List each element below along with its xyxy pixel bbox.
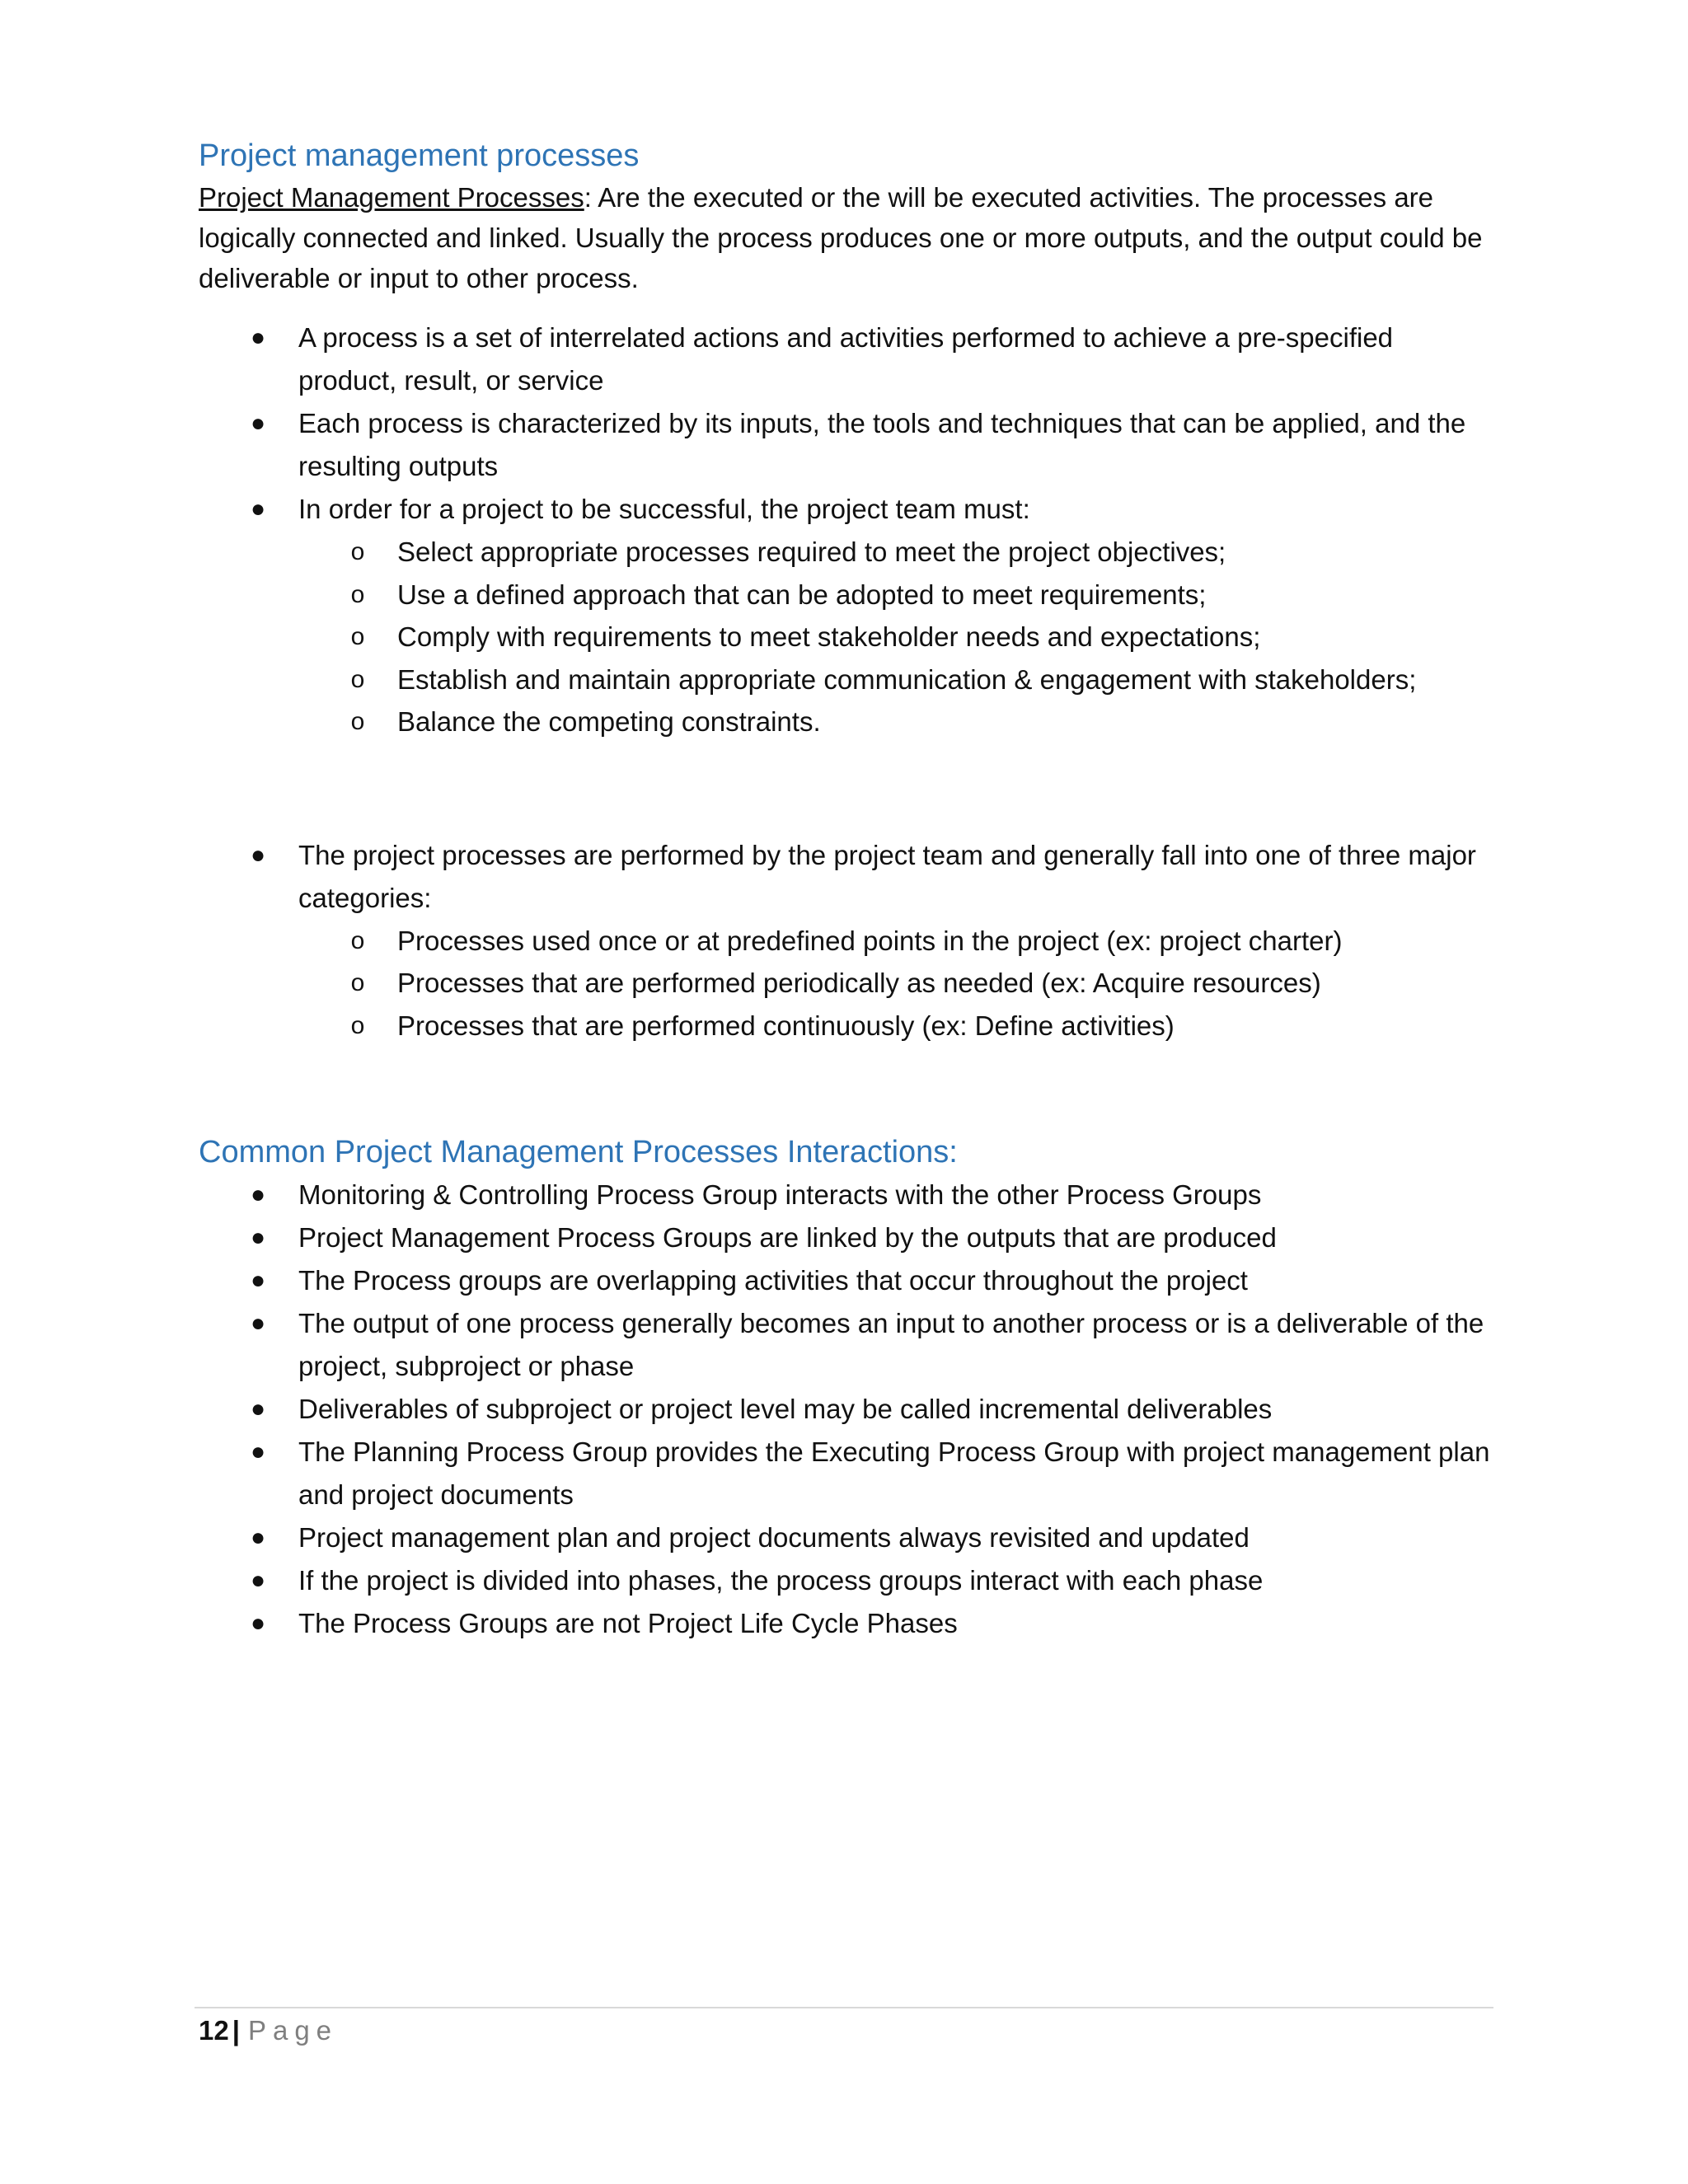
bullet-icon: ●: [250, 1224, 266, 1251]
bullet-icon: ●: [250, 495, 266, 523]
list-item: ● Deliverables of subproject or project level may be called incremental deliverables: [199, 1388, 1493, 1431]
bullet-icon: ●: [250, 1310, 266, 1337]
page-footer: [199, 2013, 338, 2049]
bullet-icon: ●: [250, 1438, 266, 1465]
footer-separator: |: [232, 2015, 240, 2046]
sub-bullet-icon: o: [350, 538, 365, 565]
list-item: ● Monitoring & Controlling Process Group interacts with the other Process Groups: [199, 1174, 1493, 1216]
page-content: [199, 136, 1493, 1645]
list-item: ● The Planning Process Group provides the Executing Process Group with project management plan and project documents: [199, 1431, 1493, 1516]
sub-bullet-icon: o: [350, 1011, 365, 1039]
intro-term: Project Management Processes: [199, 182, 584, 213]
sub-list-item: o Use a defined approach that can be adopted to meet requirements;: [298, 574, 1493, 616]
process-bullet-list: [199, 316, 1493, 743]
sub-list-item: o Processes used once or at predefined points in the project (ex: project charter): [298, 920, 1493, 963]
sub-bullet-icon: o: [350, 623, 365, 650]
success-requirements-list: [298, 531, 1493, 743]
list-item: ● The project processes are performed by the project team and generally fall into one of three major categories: o Processes used once or at predefined points in the project (ex: project charter) o Processes that are performed periodically as needed (ex: Acquire resources) o Processes that are performed continuously (ex: Define activities): [199, 834, 1493, 1047]
list-item: ● The output of one process generally becomes an input to another process or is a deliverable of the project, subproject or phase: [199, 1302, 1493, 1388]
section-heading-processes: Project management processes: [199, 138, 640, 173]
bullet-icon: ●: [250, 1267, 266, 1294]
sub-list-item: o Select appropriate processes required to meet the project objectives;: [298, 531, 1493, 574]
list-item: ● Project management plan and project documents always revisited and updated: [199, 1516, 1493, 1559]
sub-list-item: o Establish and maintain appropriate communication & engagement with stakeholders;: [298, 658, 1493, 701]
bullet-icon: ●: [250, 410, 266, 437]
section-heading-interactions: Common Project Management Processes Interactions:: [199, 1135, 958, 1169]
list-item: ● The Process Groups are not Project Life Cycle Phases: [199, 1602, 1493, 1645]
process-categories-list: [298, 920, 1493, 1047]
sub-bullet-icon: o: [350, 926, 365, 954]
list-item: ● Project Management Process Groups are linked by the outputs that are produced: [199, 1216, 1493, 1259]
sub-bullet-icon: o: [350, 969, 365, 996]
bullet-icon: ●: [250, 1181, 266, 1208]
sub-bullet-icon: o: [350, 708, 365, 735]
interactions-bullet-list: [199, 1174, 1493, 1645]
sub-list-item: o Comply with requirements to meet stakeholder needs and expectations;: [298, 616, 1493, 658]
sub-list-item: o Balance the competing constraints.: [298, 701, 1493, 743]
page-label: Page: [247, 2015, 339, 2046]
intro-paragraph: [199, 177, 1493, 298]
list-item: ● In order for a project to be successful, the project team must: o Select appropriate processes required to meet the project objectives; o Use a defined approach that can be adopted to meet requirements; o Comply with requirements to meet stakeholder needs and expectations; o Establish and maintain appropriate communication & engagement with stakeholders; o Balance the competing constraints.: [199, 488, 1493, 743]
bullet-icon: ●: [250, 1395, 266, 1422]
page-number: 12: [199, 2015, 229, 2046]
sub-bullet-icon: o: [350, 580, 365, 608]
intro-definition: : Are the executed or the will be executed activities. The processes are logically connected and linked. Usually the process produces one or more outputs, and the output could be deliverable or input to other process.: [199, 182, 1483, 293]
bullet-icon: ●: [250, 1567, 266, 1594]
list-item: ● If the project is divided into phases, the process groups interact with each phase: [199, 1559, 1493, 1602]
list-item: ● The Process groups are overlapping activities that occur throughout the project: [199, 1259, 1493, 1302]
bullet-icon: ●: [250, 1524, 266, 1551]
sub-list-item: o Processes that are performed periodically as needed (ex: Acquire resources): [298, 962, 1493, 1005]
bullet-icon: ●: [250, 841, 266, 869]
sub-list-item: o Processes that are performed continuously (ex: Define activities): [298, 1005, 1493, 1047]
bullet-icon: ●: [250, 1610, 266, 1637]
sub-bullet-icon: o: [350, 665, 365, 693]
list-item: ● Each process is characterized by its inputs, the tools and techniques that can be applied, and the resulting outputs: [199, 402, 1493, 488]
footer-divider: [195, 2007, 1493, 2008]
bullet-icon: ●: [250, 324, 266, 351]
list-item: ● A process is a set of interrelated actions and activities performed to achieve a pre-specified product, result, or service: [199, 316, 1493, 402]
categories-bullet-list: [199, 834, 1493, 1047]
